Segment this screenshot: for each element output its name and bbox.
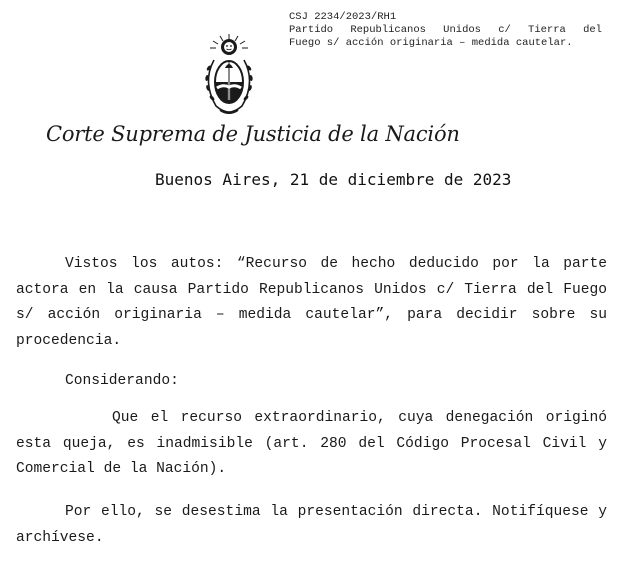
case-reference — [289, 11, 602, 50]
case-title-word: c/ — [498, 24, 511, 36]
case-title-word: Unidos — [443, 24, 481, 36]
case-title-word: Tierra — [528, 24, 566, 36]
case-title-word: Partido — [289, 24, 334, 36]
case-title-line-2: Fuego s/ acción originaria – medida cautelar. — [289, 37, 573, 49]
case-title-line-1 — [289, 24, 602, 37]
considerando-heading: Considerando: — [65, 373, 179, 389]
date-line: Buenos Aires, 21 de diciembre de 2023 — [155, 170, 512, 189]
court-name: Corte Suprema de Justicia de la Nación — [46, 122, 460, 146]
vistos-paragraph: Vistos los autos: “Recurso de hecho deducido por la parte actora en la causa Partido Republicanos Unidos c/ Tierra del Fuego s/ acción originaria – medida cautelar”, para decidir sobre su procedencia. — [16, 256, 607, 349]
case-title-word: Republicanos — [350, 24, 426, 36]
case-number: CSJ 2234/2023/RH1 — [289, 11, 397, 23]
coat-of-arms-icon — [198, 32, 260, 116]
ruling-paragraph: Por ello, se desestima la presentación directa. Notifíquese y archívese. — [16, 504, 607, 546]
case-title-word: del — [583, 24, 602, 36]
considerando-paragraph: Que el recurso extraordinario, cuya denegación originó esta queja, es inadmisible (art. 280 del Código Procesal Civil y Comercial de la Nación). — [16, 410, 607, 477]
